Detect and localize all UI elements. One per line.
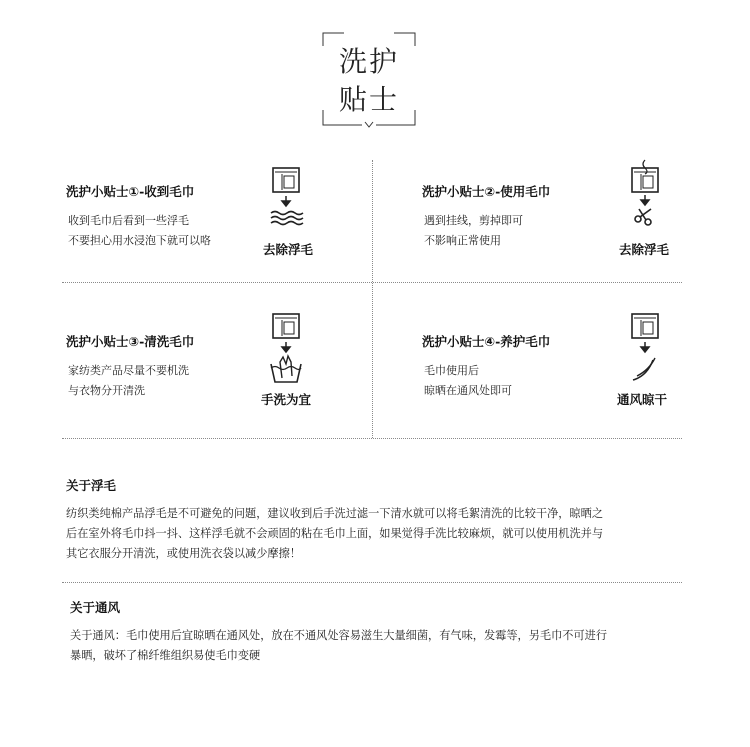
section-2-line-2: 暴晒，破坏了棉纤维组织易使毛巾变硬 [70, 649, 261, 662]
tip-3-icon-label: 手洗为宜 [260, 392, 311, 407]
tip-2-line-2: 不影响正常使用 [424, 234, 501, 247]
tip-4-icon-label: 通风晾干 [616, 392, 667, 407]
towel-water-icon [268, 166, 304, 230]
divider-grid-bottom [62, 438, 682, 439]
vertical-divider [372, 160, 373, 438]
tip-1-line-2: 不要担心用水浸泡下就可以咯 [68, 234, 211, 247]
tip-4-title: 洗护小贴士④-养护毛巾 [422, 334, 551, 349]
tip-2-line-1: 遇到挂线，剪掉即可 [424, 214, 523, 227]
tip-3-line-2: 与衣物分开清洗 [68, 384, 145, 397]
divider-sections [62, 582, 682, 583]
tip-1-title: 洗护小贴士①-收到毛巾 [66, 184, 195, 199]
towel-hang-icon [627, 312, 663, 384]
tip-3-line-1: 家纺类产品尽量不要机洗 [68, 364, 189, 377]
section-1-line-3: 其它衣服分开清洗，或使用洗衣袋以减少摩擦！ [66, 547, 301, 560]
page-title-line-2: 贴士 [338, 83, 399, 116]
towel-scissors-icon [627, 158, 663, 230]
tip-1-icon-label: 去除浮毛 [262, 242, 313, 257]
page-title-line-1: 洗护 [338, 45, 399, 78]
section-1-title: 关于浮毛 [66, 478, 117, 493]
section-2-line-1: 关于通风：毛巾使用后宜晾晒在通风处，放在不通风处容易滋生大量细菌，有气味，发霉等，另毛巾不可进行 [70, 629, 608, 642]
section-2-title: 关于通风 [70, 600, 121, 615]
section-1-line-2: 后在室外将毛巾抖一抖、这样浮毛就不会顽固的粘在毛巾上面，如果觉得手洗比较麻烦，就可以使用机洗并与 [66, 527, 604, 540]
title-frame [322, 32, 416, 126]
tip-1-line-1: 收到毛巾后看到一些浮毛 [68, 214, 189, 227]
tip-4-line-1: 毛巾使用后 [424, 364, 479, 377]
tip-2-icon-label: 去除浮毛 [618, 242, 669, 257]
tip-3-title: 洗护小贴士③-清洗毛巾 [66, 334, 195, 349]
section-1-line-1: 纺织类纯棉产品浮毛是不可避免的问题，建议收到后手洗过滤一下清水就可以将毛絮清洗的比较干净，晾晒之 [66, 507, 604, 520]
tip-2-title: 洗护小贴士②-使用毛巾 [422, 184, 551, 199]
divider-middle [62, 282, 682, 283]
hand-wash-icon [266, 312, 306, 384]
tip-4-line-2: 晾晒在通风处即可 [424, 384, 512, 397]
